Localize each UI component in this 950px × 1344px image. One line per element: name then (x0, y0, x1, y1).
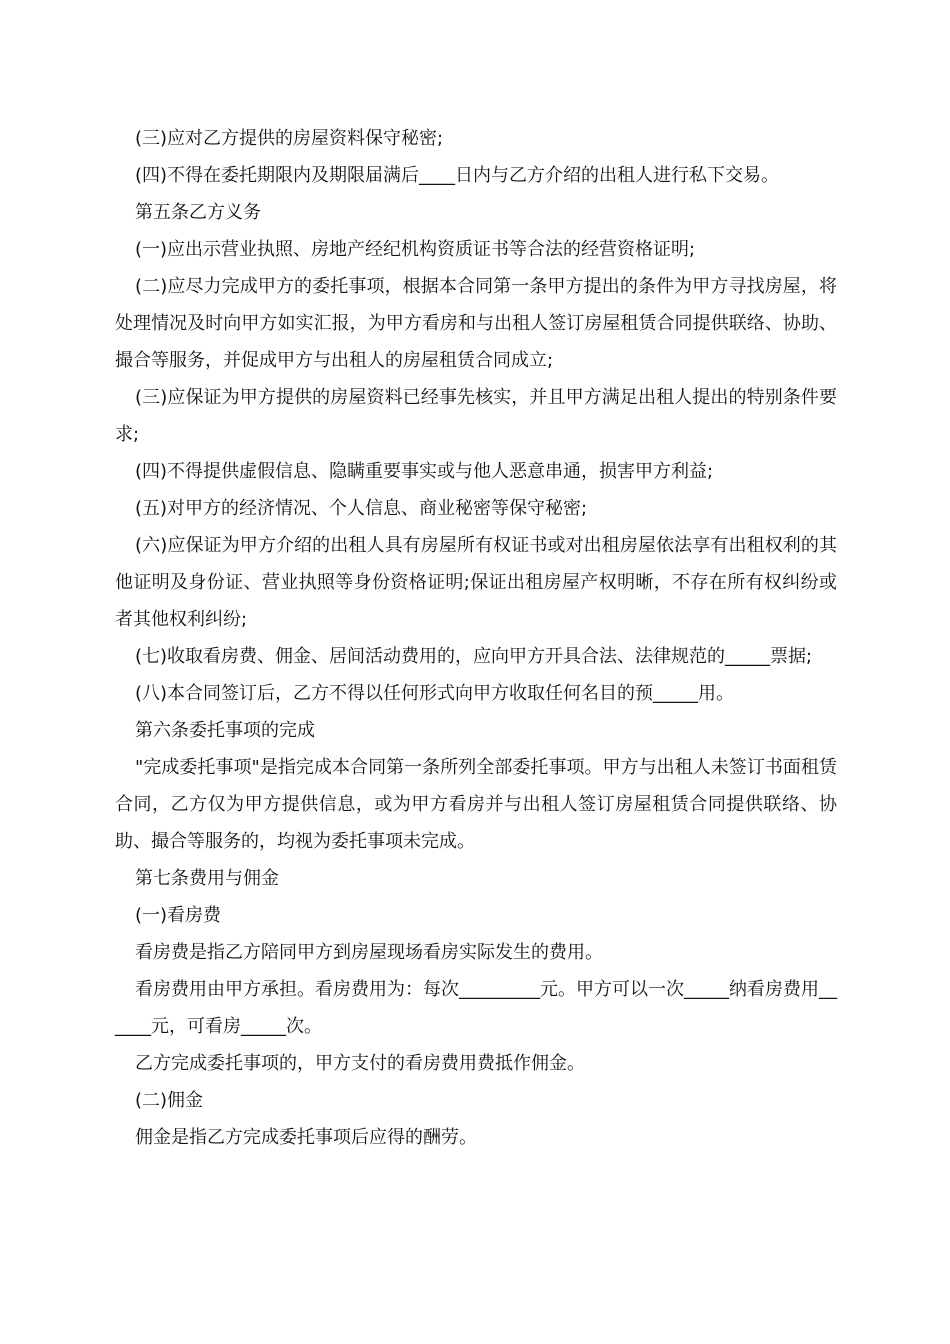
paragraph: 看房费是指乙方陪同甲方到房屋现场看房实际发生的费用。 (135, 942, 603, 963)
paragraph: (一)看房费 (135, 905, 222, 926)
paragraph: (三)应对乙方提供的房屋资料保守秘密; (135, 128, 444, 149)
document-body (115, 120, 837, 1156)
paragraph: (一)应出示营业执照、房地产经纪机构资质证书等合法的经营资格证明; (135, 239, 696, 260)
paragraph: (四)不得在委托期限内及期限届满后____日内与乙方介绍的出租人进行私下交易。 (135, 165, 780, 186)
section-heading: 第五条乙方义务 (135, 202, 261, 223)
paragraph: (三)应保证为甲方提供的房屋资料已经事先核实，并且甲方满足出租人提出的特别条件要求; (115, 387, 837, 445)
paragraph: 乙方完成委托事项的，甲方支付的看房费用费抵作佣金。 (135, 1053, 585, 1074)
paragraph: (四)不得提供虚假信息、隐瞒重要事实或与他人恶意串通，损害甲方利益; (135, 461, 714, 482)
paragraph: (六)应保证为甲方介绍的出租人具有房屋所有权证书或对出租房屋依法享有出租权利的其他证明及身份证、营业执照等身份资格证明;保证出租房屋产权明晰，不存在所有权纠纷或者其他权利纠纷; (115, 535, 837, 630)
paragraph: (二)佣金 (135, 1090, 204, 1111)
section-heading: 第七条费用与佣金 (135, 868, 279, 889)
section-heading: 第六条委托事项的完成 (135, 720, 315, 741)
paragraph: (五)对甲方的经济情况、个人信息、商业秘密等保守秘密; (135, 498, 588, 519)
paragraph: (二)应尽力完成甲方的委托事项，根据本合同第一条甲方提出的条件为甲方寻找房屋，将处理情况及时向甲方如实汇报，为甲方看房和与出租人签订房屋租赁合同提供联络、协助、撮合等服务，并促成甲方与出租人的房屋租赁合同成立; (115, 276, 837, 371)
paragraph: "完成委托事项"是指完成本合同第一条所列全部委托事项。甲方与出租人未签订书面租赁合同，乙方仅为甲方提供信息，或为甲方看房并与出租人签订房屋租赁合同提供联络、协助、撮合等服务的，均视为委托事项未完成。 (115, 757, 837, 852)
paragraph: 佣金是指乙方完成委托事项后应得的酬劳。 (135, 1127, 477, 1148)
paragraph: (七)收取看房费、佣金、居间活动费用的，应向甲方开具合法、法律规范的_____票据; (135, 646, 813, 667)
paragraph: (八)本合同签订后，乙方不得以任何形式向甲方收取任何名目的预_____用。 (135, 683, 735, 704)
paragraph: 看房费用由甲方承担。看房费用为：每次_________元。甲方可以一次_____纳看房费用______元，可看房_____次。 (115, 979, 837, 1037)
